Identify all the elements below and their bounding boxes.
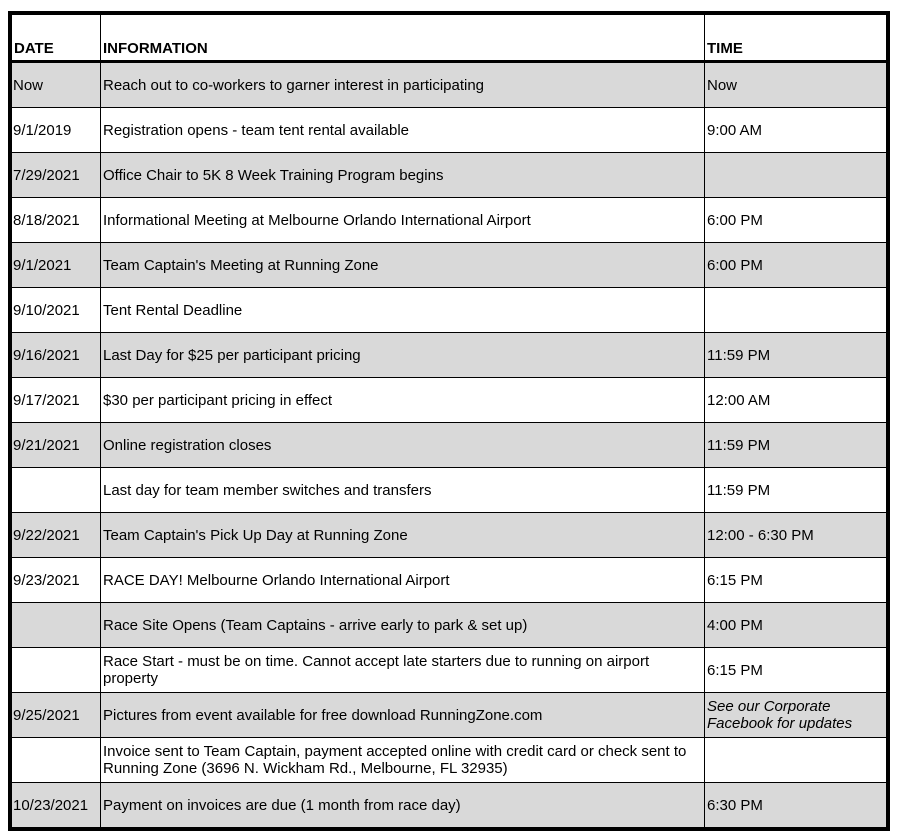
- table-row: [12, 288, 887, 333]
- date-cell: [12, 603, 101, 648]
- information-cell: $30 per participant pricing in effect: [101, 378, 705, 423]
- time-cell: 12:00 AM: [705, 378, 887, 423]
- information-cell: Race Start - must be on time. Cannot accept late starters due to running on airport property: [101, 648, 705, 693]
- information-cell: Pictures from event available for free download RunningZone.com: [101, 693, 705, 738]
- table-row: [12, 648, 887, 693]
- table-row: [12, 783, 887, 828]
- information-cell: Race Site Opens (Team Captains - arrive early to park & set up): [101, 603, 705, 648]
- date-cell: 9/10/2021: [12, 288, 101, 333]
- time-cell: 6:00 PM: [705, 198, 887, 243]
- time-cell: 11:59 PM: [705, 468, 887, 513]
- table-row: [12, 738, 887, 783]
- information-cell: Team Captain's Pick Up Day at Running Zone: [101, 513, 705, 558]
- information-cell: Office Chair to 5K 8 Week Training Program begins: [101, 153, 705, 198]
- information-cell: Payment on invoices are due (1 month from race day): [101, 783, 705, 828]
- table-row: [12, 558, 887, 603]
- information-cell: Last day for team member switches and transfers: [101, 468, 705, 513]
- date-cell: 9/16/2021: [12, 333, 101, 378]
- time-cell: 6:15 PM: [705, 648, 887, 693]
- table-row: [12, 333, 887, 378]
- date-cell: 9/23/2021: [12, 558, 101, 603]
- table-row: [12, 378, 887, 423]
- date-cell: 9/25/2021: [12, 693, 101, 738]
- header-row: [12, 15, 887, 62]
- date-cell: 7/29/2021: [12, 153, 101, 198]
- table-row: [12, 198, 887, 243]
- date-cell: 9/17/2021: [12, 378, 101, 423]
- time-cell: See our Corporate Facebook for updates: [705, 693, 887, 738]
- time-cell: 6:00 PM: [705, 243, 887, 288]
- date-cell: 10/23/2021: [12, 783, 101, 828]
- table-row: [12, 423, 887, 468]
- information-cell: Last Day for $25 per participant pricing: [101, 333, 705, 378]
- header-date: DATE: [12, 15, 101, 62]
- time-cell: 6:30 PM: [705, 783, 887, 828]
- date-cell: Now: [12, 62, 101, 108]
- time-cell: 6:15 PM: [705, 558, 887, 603]
- date-cell: 9/1/2021: [12, 243, 101, 288]
- date-cell: [12, 738, 101, 783]
- information-cell: RACE DAY! Melbourne Orlando International Airport: [101, 558, 705, 603]
- time-cell: 12:00 - 6:30 PM: [705, 513, 887, 558]
- header-time: TIME: [705, 15, 887, 62]
- table-row: [12, 62, 887, 108]
- schedule-rows: [12, 62, 887, 828]
- time-cell: Now: [705, 62, 887, 108]
- time-cell: 11:59 PM: [705, 423, 887, 468]
- time-cell: [705, 738, 887, 783]
- time-cell: 4:00 PM: [705, 603, 887, 648]
- schedule-table: [11, 14, 887, 828]
- table-row: [12, 603, 887, 648]
- table-row: [12, 108, 887, 153]
- time-cell: [705, 153, 887, 198]
- table-row: [12, 513, 887, 558]
- schedule-sheet: [8, 11, 890, 831]
- information-cell: Registration opens - team tent rental available: [101, 108, 705, 153]
- information-cell: Invoice sent to Team Captain, payment accepted online with credit card or check sent to Running Zone (3696 N. Wickham Rd., Melbourne, FL 32935): [101, 738, 705, 783]
- date-cell: 9/22/2021: [12, 513, 101, 558]
- time-cell: [705, 288, 887, 333]
- date-cell: [12, 648, 101, 693]
- information-cell: Informational Meeting at Melbourne Orlando International Airport: [101, 198, 705, 243]
- table-row: [12, 243, 887, 288]
- time-cell: 9:00 AM: [705, 108, 887, 153]
- table-row: [12, 693, 887, 738]
- information-cell: Tent Rental Deadline: [101, 288, 705, 333]
- information-cell: Team Captain's Meeting at Running Zone: [101, 243, 705, 288]
- information-cell: Reach out to co-workers to garner interest in participating: [101, 62, 705, 108]
- table-row: [12, 153, 887, 198]
- date-cell: 9/1/2019: [12, 108, 101, 153]
- date-cell: 8/18/2021: [12, 198, 101, 243]
- information-cell: Online registration closes: [101, 423, 705, 468]
- time-cell: 11:59 PM: [705, 333, 887, 378]
- header-information: INFORMATION: [101, 15, 705, 62]
- table-row: [12, 468, 887, 513]
- date-cell: [12, 468, 101, 513]
- date-cell: 9/21/2021: [12, 423, 101, 468]
